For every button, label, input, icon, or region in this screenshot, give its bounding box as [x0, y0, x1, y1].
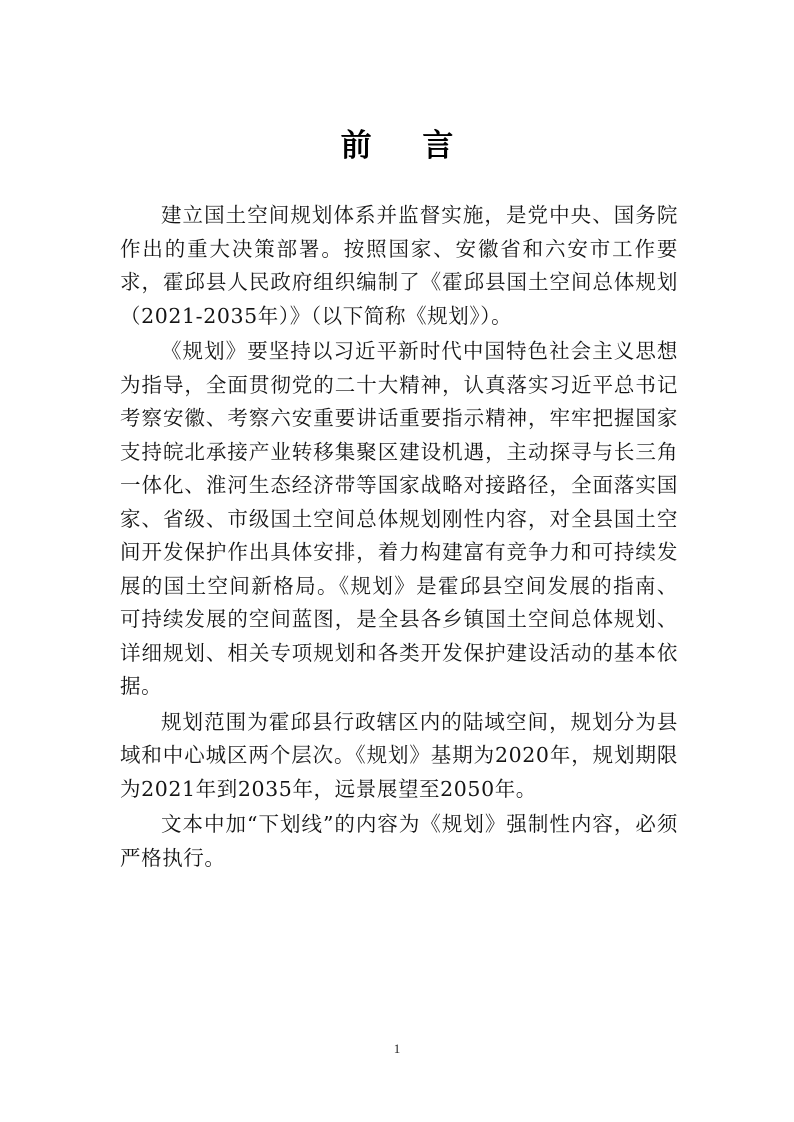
paragraph-introduction: 建立国土空间规划体系并监督实施，是党中央、国务院作出的重大决策部署。按照国家、安徽省和六安市工作要求，霍邱县人民政府组织编制了《霍邱县国土空间总体规划（2021-2035年）》（以下简称《规划》）。	[120, 203, 678, 328]
page-title: 前 言	[340, 128, 474, 164]
paragraph-planning-scope: 规划范围为霍邱县行政辖区内的陆域空间，规划分为县域和中心城区两个层次。《规划》基期为2020年，规划期限为2021年到2035年，远景展望至2050年。	[120, 709, 678, 801]
document-body	[120, 199, 678, 875]
paragraph-guiding-principles: 《规划》要坚持以习近平新时代中国特色社会主义思想为指导，全面贯彻党的二十大精神，认真落实习近平总书记考察安徽、考察六安重要讲话重要指示精神，牢牢把握国家支持皖北承接产业转移集聚区建设机遇，主动探寻与长三角一体化、淮河生态经济带等国家战略对接路径，全面落实国家、省级、市级国土空间总体规划刚性内容，对全县国土空间开发保护作出具体安排，着力构建富有竞争力和可持续发展的国土空间新格局。《规划》是霍邱县空间发展的指南、可持续发展的空间蓝图，是全县各乡镇国土空间总体规划、详细规划、相关专项规划和各类开发保护建设活动的基本依据。	[120, 339, 678, 698]
page-number: 1	[393, 1041, 401, 1056]
paragraph-mandatory-content: 文本中加“下划线”的内容为《规划》强制性内容，必须严格执行。	[120, 812, 678, 870]
